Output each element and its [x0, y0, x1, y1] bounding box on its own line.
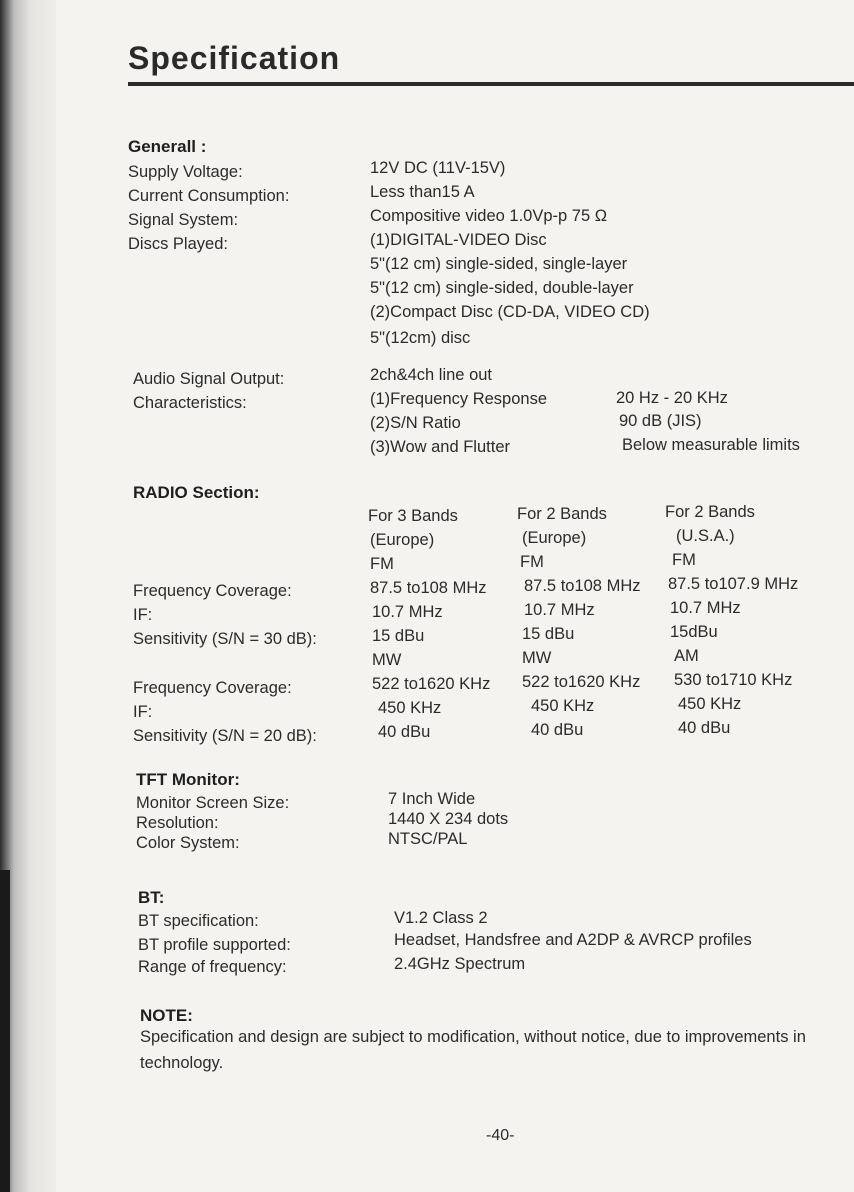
radio-col1: (Europe)	[370, 531, 435, 549]
bt-label: Range of frequency:	[138, 958, 287, 976]
radio-col1: 522 to1620 KHz	[372, 675, 491, 693]
radio-col3: AM	[674, 647, 699, 665]
tft-label: Monitor Screen Size:	[136, 794, 290, 812]
audio-value: (2)S/N Ratio	[370, 414, 461, 432]
general-value: (2)Compact Disc (CD-DA, VIDEO CD)	[370, 303, 650, 321]
radio-col1: FM	[370, 555, 394, 573]
bt-value: V1.2 Class 2	[394, 909, 488, 927]
radio-col1: 10.7 MHz	[372, 603, 443, 621]
audio-value: (1)Frequency Response	[370, 390, 548, 408]
tft-value: 1440 X 234 dots	[388, 810, 509, 828]
radio-col1: MW	[372, 651, 402, 669]
radio-col3: FM	[672, 551, 696, 569]
audio-spec: 20 Hz - 20 KHz	[616, 389, 728, 407]
radio-col3: 10.7 MHz	[670, 599, 741, 617]
bt-label: BT profile supported:	[138, 936, 291, 954]
radio-col1: 450 KHz	[378, 699, 442, 717]
radio-col3: 450 KHz	[678, 695, 742, 713]
audio-label: Characteristics:	[133, 394, 247, 412]
radio-heading: RADIO Section:	[133, 483, 260, 502]
bt-value: 2.4GHz Spectrum	[394, 955, 526, 973]
bt-label: BT specification:	[138, 912, 259, 930]
general-value: 5"(12 cm) single-sided, double-layer	[370, 279, 634, 297]
radio-col1: 87.5 to108 MHz	[370, 579, 487, 597]
radio-col1: 40 dBu	[378, 723, 431, 741]
general-value: 12V DC (11V-15V)	[370, 159, 506, 177]
note-text: Specification and design are subject to modification, without notice, due to improvements in technology.	[140, 1028, 806, 1072]
radio-col3: 40 dBu	[678, 719, 731, 737]
tft-label: Resolution:	[136, 814, 219, 832]
radio-col2: 40 dBu	[531, 721, 584, 739]
radio-col2: MW	[522, 649, 552, 667]
general-value: 5"(12cm) disc	[370, 329, 471, 347]
radio-fm-label: Frequency Coverage:	[133, 582, 292, 600]
general-label: Current Consumption:	[128, 187, 290, 205]
bt-value: Headset, Handsfree and A2DP & AVRCP profiles	[394, 931, 752, 949]
general-value: Less than15 A	[370, 183, 475, 201]
audio-spec: 90 dB (JIS)	[619, 412, 702, 430]
general-label: Signal System:	[128, 211, 239, 229]
radio-col2: 10.7 MHz	[524, 601, 595, 619]
radio-col2: FM	[520, 553, 544, 571]
audio-value: (3)Wow and Flutter	[370, 438, 510, 456]
radio-col2: For 2 Bands	[517, 505, 607, 523]
page-title: Specification	[128, 40, 341, 76]
radio-col3: For 2 Bands	[665, 503, 755, 521]
radio-col2: 87.5 to108 MHz	[524, 577, 641, 595]
tft-label: Color System:	[136, 834, 240, 852]
radio-col2: (Europe)	[522, 529, 587, 547]
radio-am-label: IF:	[133, 703, 153, 721]
radio-col3: (U.S.A.)	[676, 527, 735, 545]
general-value: (1)DIGITAL-VIDEO Disc	[370, 231, 547, 249]
page-number: -40-	[486, 1127, 515, 1144]
radio-fm-label: IF:	[133, 606, 153, 624]
tft-value: NTSC/PAL	[388, 830, 468, 848]
note-heading: NOTE:	[140, 1006, 193, 1025]
radio-col1: 15 dBu	[372, 627, 425, 645]
audio-label: Audio Signal Output:	[133, 370, 285, 388]
radio-fm-label: Sensitivity (S/N = 30 dB):	[133, 630, 317, 648]
radio-col3: 530 to1710 KHz	[674, 671, 793, 689]
general-value: 5"(12 cm) single-sided, single-layer	[370, 255, 628, 273]
bt-heading: BT:	[138, 888, 165, 907]
general-label: Supply Voltage:	[128, 163, 243, 181]
radio-col2: 450 KHz	[531, 697, 595, 715]
radio-col2: 522 to1620 KHz	[522, 673, 641, 691]
radio-col3: 15dBu	[670, 623, 718, 641]
title-underline	[128, 82, 854, 86]
general-label: Discs Played:	[128, 235, 228, 253]
radio-col3: 87.5 to107.9 MHz	[668, 575, 799, 593]
audio-value: 2ch&4ch line out	[370, 366, 493, 384]
audio-spec: Below measurable limits	[622, 436, 800, 454]
radio-am-label: Sensitivity (S/N = 20 dB):	[133, 727, 317, 745]
general-value: Compositive video 1.0Vp-p 75 Ω	[370, 207, 608, 225]
radio-col2: 15 dBu	[522, 625, 575, 643]
general-heading: Generall :	[128, 137, 207, 156]
tft-heading: TFT Monitor:	[136, 770, 240, 789]
radio-am-label: Frequency Coverage:	[133, 679, 292, 697]
tft-value: 7 Inch Wide	[388, 790, 476, 808]
book-binding-edge	[0, 870, 10, 1192]
radio-col1: For 3 Bands	[368, 507, 458, 525]
